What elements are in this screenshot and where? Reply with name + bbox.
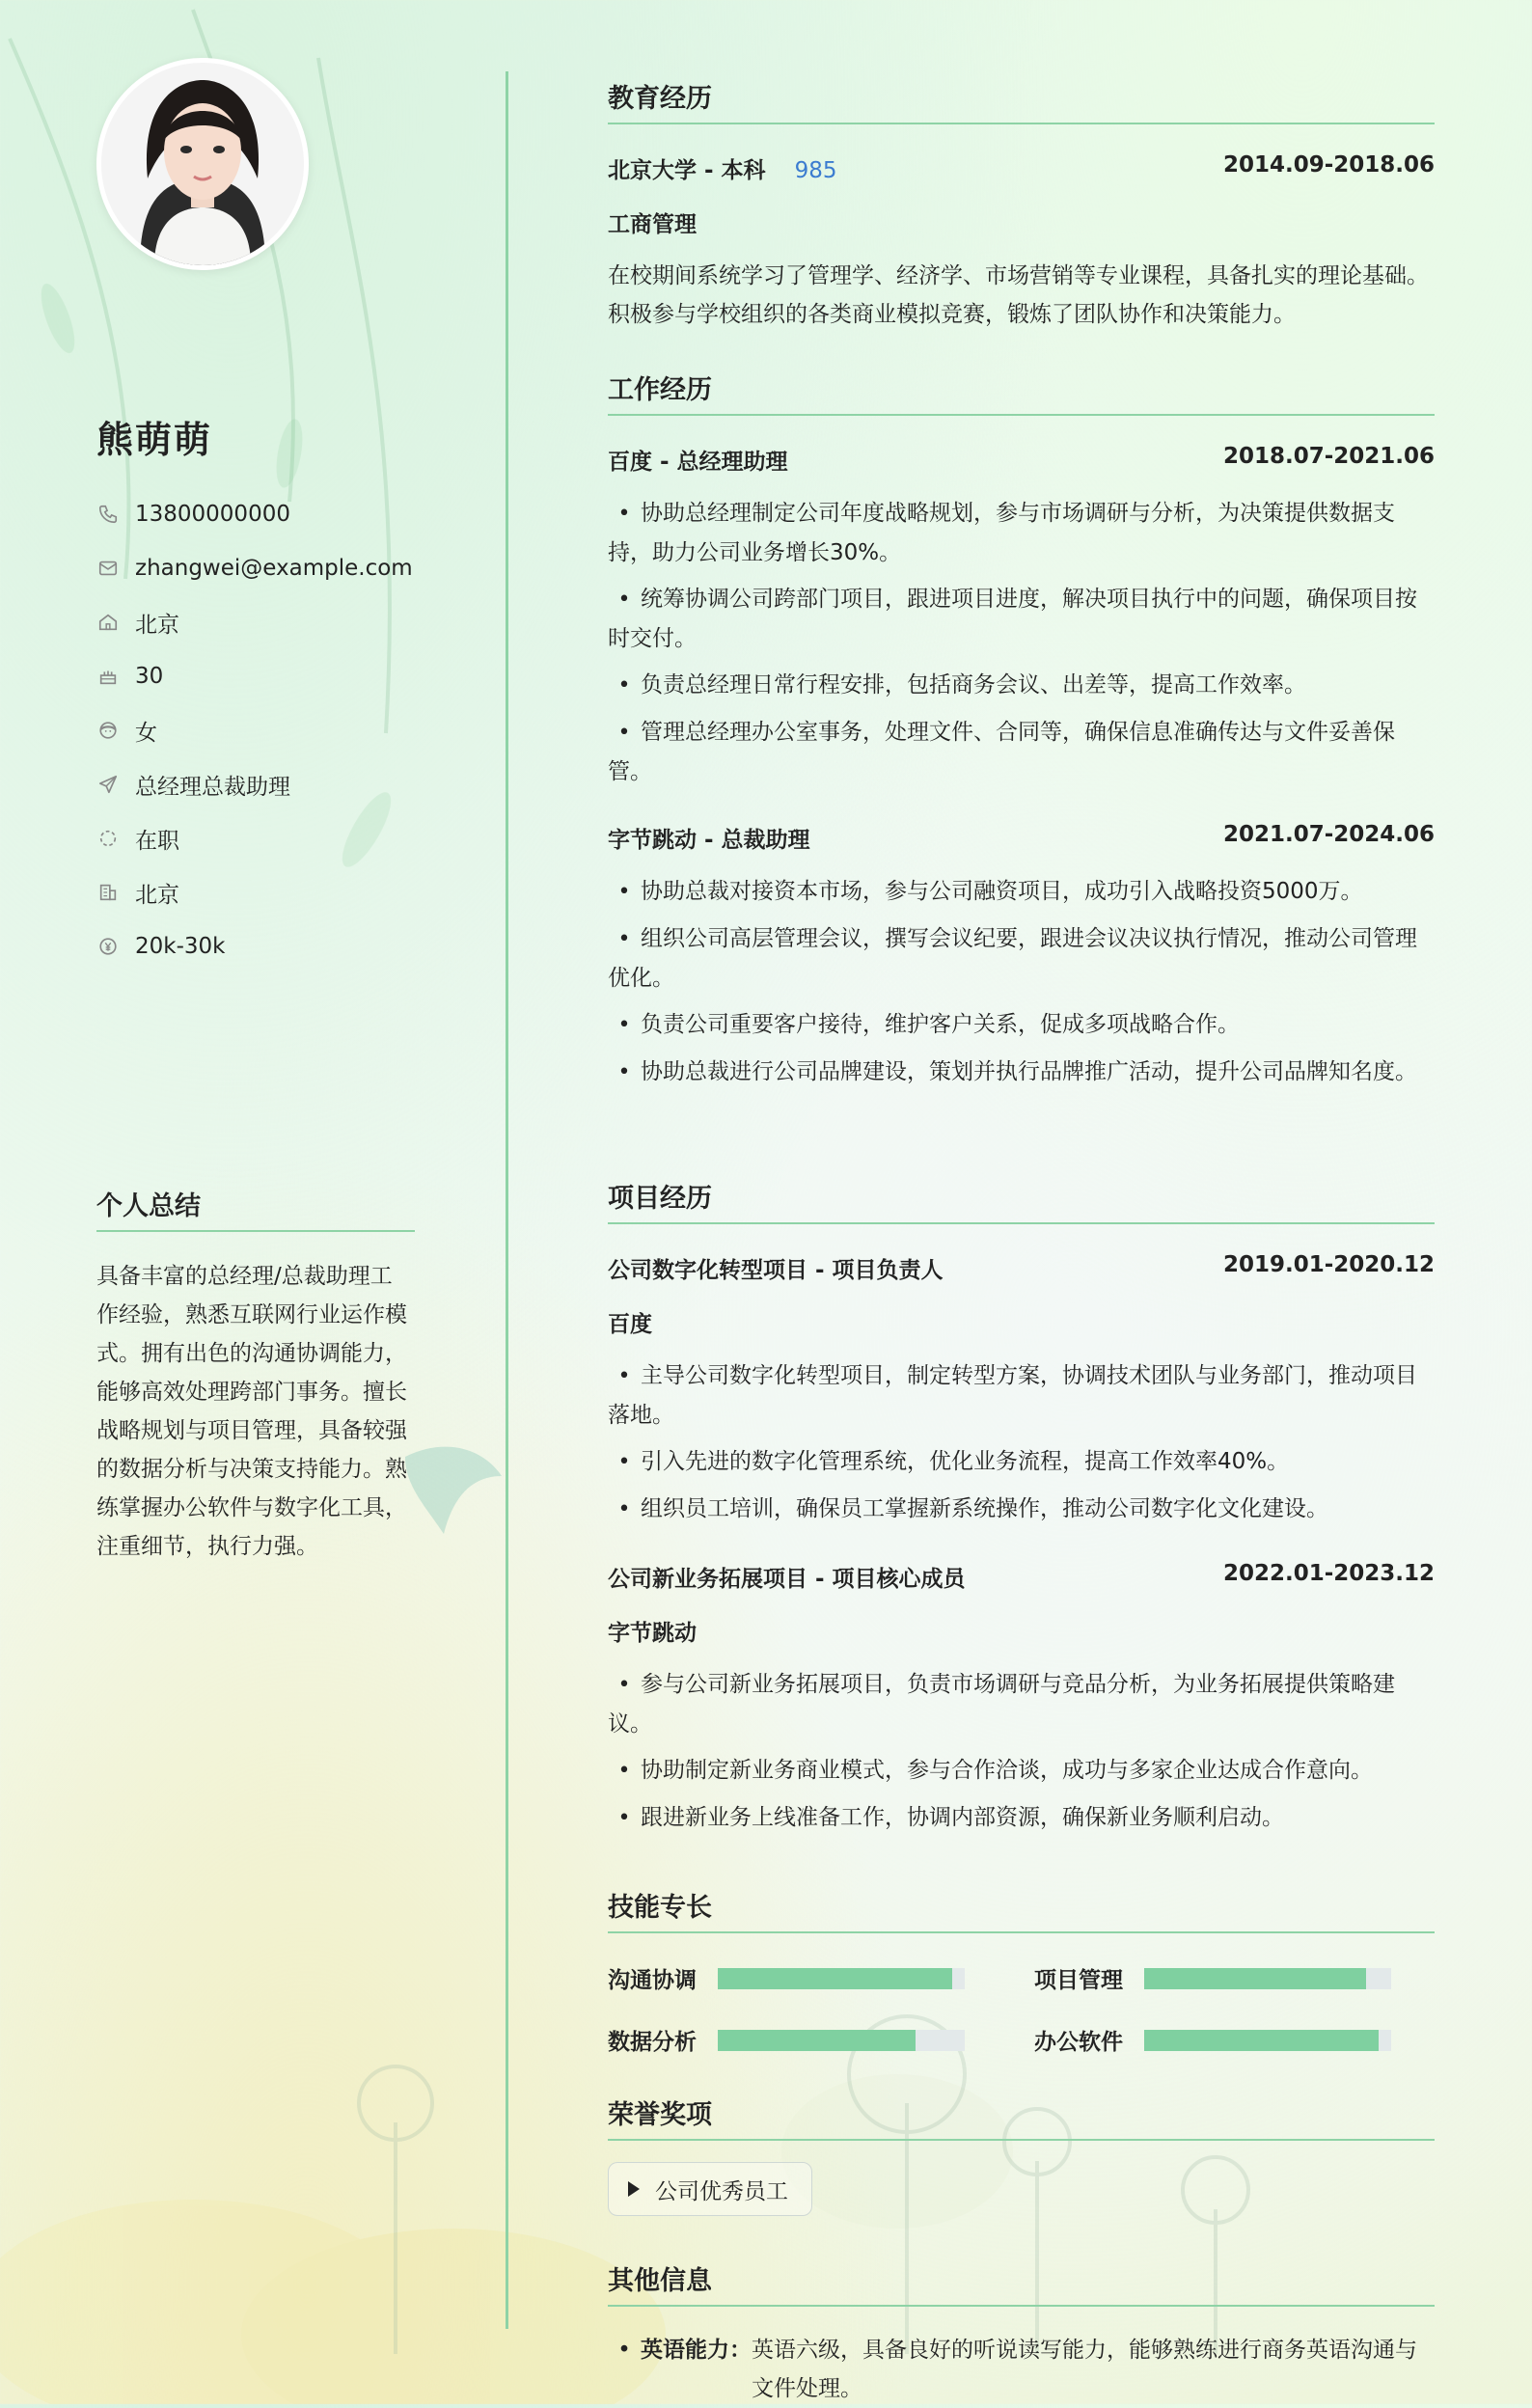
skill-bar-fill (718, 1968, 952, 1989)
list-item: • 协助制定新业务商业模式，参与合作洽谈，成功与多家企业达成合作意向。 (608, 1751, 1435, 1791)
sidebar (0, 0, 506, 2404)
education-school: 北京大学 - 本科 (608, 158, 766, 183)
target-city-value: 北京 (135, 882, 179, 908)
home-icon (96, 611, 120, 634)
skill-bar (1144, 1968, 1391, 1989)
cake-icon (96, 665, 120, 688)
job-date: 2021.07-2024.06 (1222, 822, 1435, 847)
skill-item (608, 1962, 965, 1994)
award-toggle[interactable] (608, 2162, 812, 2216)
position-row (96, 757, 482, 811)
project-heading: 公司数字化转型项目 - 项目负责人 (608, 1258, 944, 1283)
gender-value: 女 (135, 720, 157, 746)
phone-row (96, 487, 482, 541)
salary-row (96, 919, 482, 973)
status-loader-icon (96, 827, 120, 850)
skills-title: 技能专长 (608, 1886, 1435, 1933)
project-header (608, 1252, 1435, 1284)
skill-bar-fill (1144, 1968, 1366, 1989)
email-row (96, 541, 482, 595)
list-item: • 协助总裁进行公司品牌建设，策划并执行品牌推广活动，提升公司品牌知名度。 (608, 1053, 1435, 1092)
play-triangle-icon (628, 2181, 640, 2197)
job-header (608, 444, 1435, 476)
yen-coin-icon (96, 935, 120, 958)
contact-info (96, 487, 482, 973)
projects-title: 项目经历 (608, 1177, 1435, 1224)
status-row (96, 811, 482, 865)
education-school-group (608, 152, 836, 184)
email-value: zhangwei@example.com (135, 556, 413, 581)
salary-value: 20k-30k (135, 934, 226, 959)
job-bullets (608, 494, 1435, 799)
job-heading: 字节跳动 - 总裁助理 (608, 828, 810, 853)
phone-icon (96, 503, 120, 526)
skill-name: 办公软件 (1034, 2030, 1123, 2055)
skill-item (1034, 2024, 1391, 2056)
list-item: • 组织公司高层管理会议，撰写会议纪要，跟进会议决议执行情况，推动公司管理优化。 (608, 919, 1435, 998)
education-title: 教育经历 (608, 77, 1435, 124)
skill-item (1034, 1962, 1391, 1994)
education-date: 2014.09-2018.06 (1222, 152, 1435, 178)
list-item: • 参与公司新业务拓展项目，负责市场调研与竞品分析，为业务拓展提供策略建议。 (608, 1665, 1435, 1743)
job-heading: 百度 - 总经理助理 (608, 450, 788, 475)
target-city-row (96, 865, 482, 919)
project-company: 百度 (608, 1312, 652, 1337)
list-item: • 组织员工培训，确保员工掌握新系统操作，推动公司数字化文化建设。 (608, 1490, 1435, 1529)
age-row (96, 649, 482, 703)
list-item: • 负责公司重要客户接待，维护客户关系，促成多项战略合作。 (608, 1005, 1435, 1045)
building-icon (96, 881, 120, 904)
award-label: 公司优秀员工 (655, 2178, 788, 2204)
summary-title: 个人总结 (96, 1185, 415, 1232)
project-date: 2022.01-2023.12 (1222, 1561, 1435, 1586)
column-divider (506, 71, 508, 2329)
skill-name: 数据分析 (608, 2030, 697, 2055)
project-bullets (608, 1356, 1435, 1537)
list-item: • 引入先进的数字化管理系统，优化业务流程，提高工作效率40%。 (608, 1442, 1435, 1482)
school-tag-badge: 985 (794, 158, 837, 183)
gender-row (96, 703, 482, 757)
other-text: 英语六级，具备良好的听说读写能力，能够熟练进行商务英语沟通与文件处理。 (752, 2338, 1417, 2401)
education-desc: 在校期间系统学习了管理学、经济学、市场营销等专业课程，具备扎实的理论基础。积极参与学校组织的各类商业模拟竞赛，锻炼了团队协作和决策能力。 (608, 263, 1429, 327)
phone-value: 13800000000 (135, 502, 290, 527)
profile-photo-icon (101, 63, 304, 265)
project-bullets (608, 1665, 1435, 1846)
work-title: 工作经历 (608, 369, 1435, 416)
honors-title: 荣誉奖项 (608, 2093, 1435, 2141)
candidate-name: 熊萌萌 (96, 419, 213, 461)
age-value: 30 (135, 664, 164, 689)
other-info-item (608, 2331, 1435, 2408)
project-date: 2019.01-2020.12 (1222, 1252, 1435, 1277)
skill-bar (718, 1968, 965, 1989)
mail-icon (96, 557, 120, 580)
skill-item (608, 2024, 965, 2056)
skill-name: 项目管理 (1034, 1968, 1123, 1993)
send-icon (96, 773, 120, 796)
other-title: 其他信息 (608, 2259, 1435, 2307)
position-value: 总经理总裁助理 (135, 774, 290, 800)
list-item: • 协助总经理制定公司年度战略规划，参与市场调研与分析，为决策提供数据支持，助力公司业务增长30%。 (608, 494, 1435, 572)
bullet-dot-icon: • (617, 2338, 631, 2363)
status-value: 在职 (135, 828, 179, 854)
skill-bar-fill (1144, 2030, 1379, 2051)
project-heading: 公司新业务拓展项目 - 项目核心成员 (608, 1567, 966, 1592)
job-date: 2018.07-2021.06 (1222, 444, 1435, 469)
list-item: • 负责总经理日常行程安排，包括商务会议、出差等，提高工作效率。 (608, 666, 1435, 705)
skill-name: 沟通协调 (608, 1968, 697, 1993)
education-header (608, 152, 1435, 184)
city-row (96, 595, 482, 649)
job-bullets (608, 872, 1435, 1100)
other-label: 英语能力： (641, 2338, 752, 2363)
project-company: 字节跳动 (608, 1621, 697, 1646)
summary-text: 具备丰富的总经理/总裁助理工作经验，熟悉互联网行业运作模式。拥有出色的沟通协调能力，能够高效处理跨部门事务。擅长战略规划与项目管理，具备较强的数据分析与决策支持能力。熟练掌握办公软件与数字化工具，注重细节，执行力强。 (96, 1264, 407, 1559)
city-value: 北京 (135, 612, 179, 638)
job-header (608, 822, 1435, 854)
skill-bar (1144, 2030, 1391, 2051)
project-header (608, 1561, 1435, 1593)
list-item: • 主导公司数字化转型项目，制定转型方案，协调技术团队与业务部门，推动项目落地。 (608, 1356, 1435, 1435)
list-item: • 跟进新业务上线准备工作，协调内部资源，确保新业务顺利启动。 (608, 1798, 1435, 1838)
education-major: 工商管理 (608, 212, 697, 237)
avatar (96, 58, 309, 270)
skill-bar-fill (718, 2030, 916, 2051)
list-item: • 协助总裁对接资本市场，参与公司融资项目，成功引入战略投资5000万。 (608, 872, 1435, 912)
list-item: • 管理总经理办公室事务，处理文件、合同等，确保信息准确传达与文件妥善保管。 (608, 713, 1435, 791)
skill-bar (718, 2030, 965, 2051)
person-face-icon (96, 719, 120, 742)
list-item: • 统筹协调公司跨部门项目，跟进项目进度，解决项目执行中的问题，确保项目按时交付。 (608, 580, 1435, 658)
